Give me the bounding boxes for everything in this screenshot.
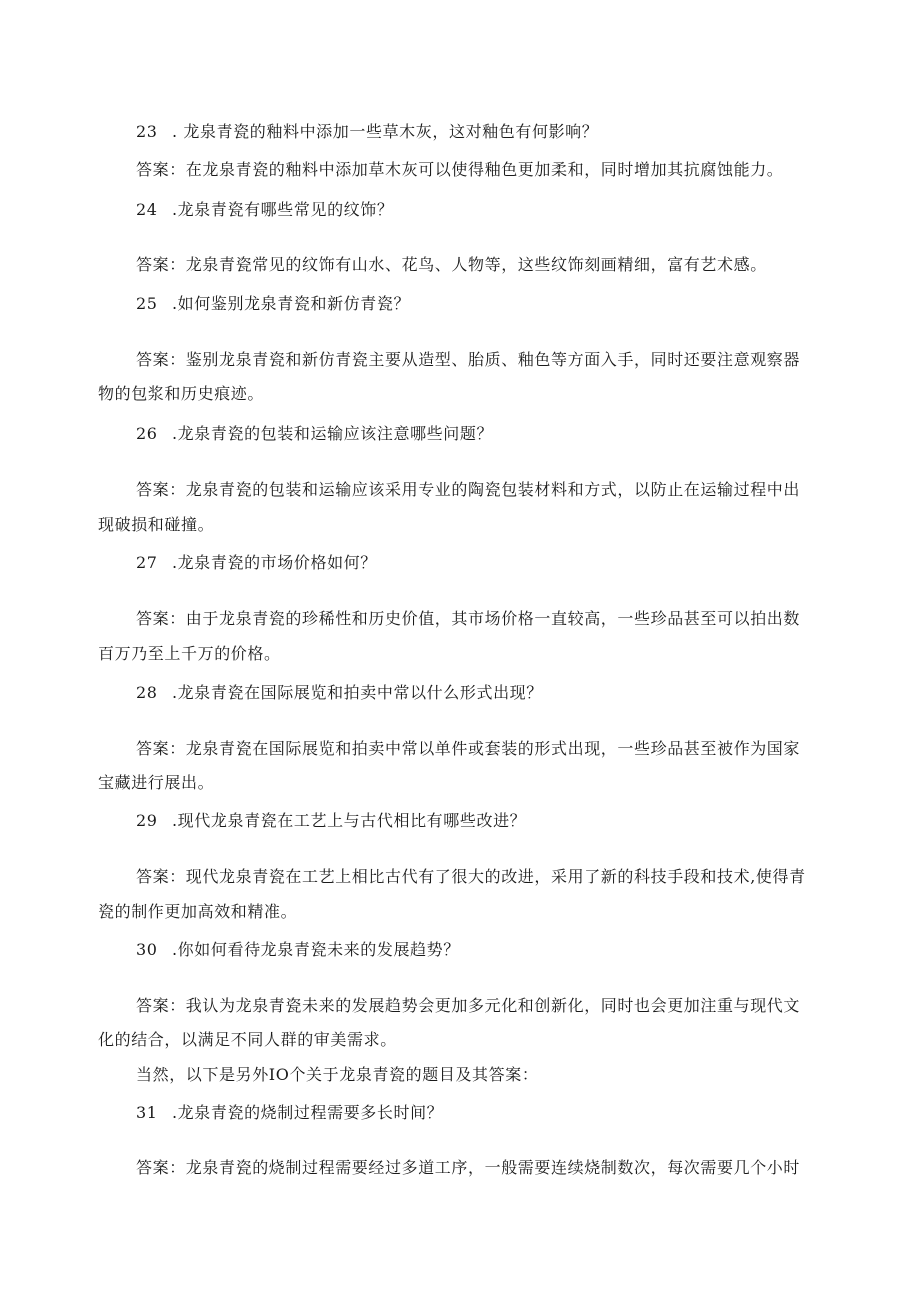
question-text: .龙泉青瓷在国际展览和拍卖中常以什么形式出现？ [172,683,543,702]
answer-26-line-1: 答案：龙泉青瓷的包装和运输应该采用专业的陶瓷包装材料和方式，以防止在运输过程中出 [136,480,801,499]
answer-27-line-2: 百万乃至上千万的价格。 [98,644,281,663]
question-31 [136,1103,836,1123]
question-number: 31 [136,1103,158,1122]
answer-25-line-1: 答案：鉴别龙泉青瓷和新仿青瓷主要从造型、胎质、釉色等方面入手，同时还要注意观察器 [136,350,801,369]
question-number: 29 [136,811,158,830]
answer-29-line-1: 答案：现代龙泉青瓷在工艺上相比古代有了很大的改进，采用了新的科技手段和技术,使得青 [136,867,806,886]
question-text: .如何鉴别龙泉青瓷和新仿青瓷？ [172,294,411,313]
question-25 [136,294,836,314]
question-text: . 龙泉青瓷的釉料中添加一些草木灰，这对釉色有何影响？ [172,122,599,141]
transition-paragraph: 当然，以下是另外IO个关于龙泉青瓷的题目及其答案： [136,1065,539,1084]
answer-23-line-1: 答案：在龙泉青瓷的釉料中添加草木灰可以使得釉色更加柔和，同时增加其抗腐蚀能力。 [136,160,784,179]
question-number: 28 [136,683,158,702]
question-text: .现代龙泉青瓷在工艺上与古代相比有哪些改进？ [172,811,527,830]
answer-30-line-2: 化的结合，以满足不同人群的审美需求。 [98,1030,397,1049]
question-number: 24 [136,200,158,219]
question-24 [136,200,836,220]
question-text: .龙泉青瓷的包装和运输应该注意哪些问题？ [172,424,494,443]
question-30 [136,940,836,960]
question-28 [136,683,836,703]
question-text: .龙泉青瓷的烧制过程需要多长时间？ [172,1103,444,1122]
answer-28-line-1: 答案：龙泉青瓷在国际展览和拍卖中常以单件或套装的形式出现，一些珍品甚至被作为国家 [136,739,801,758]
question-number: 23 [136,122,158,141]
answer-29-line-2: 瓷的制作更加高效和精准。 [98,902,298,921]
question-number: 26 [136,424,158,443]
answer-24-line-1: 答案：龙泉青瓷常见的纹饰有山水、花鸟、人物等，这些纹饰刻画精细，富有艺术感。 [136,255,767,274]
question-text: .你如何看待龙泉青瓷未来的发展趋势？ [172,940,460,959]
answer-25-line-2: 物的包浆和历史痕迹。 [98,384,265,403]
question-text: .龙泉青瓷有哪些常见的纹饰？ [172,200,394,219]
answer-26-line-2: 现破损和碰撞。 [98,515,215,534]
answer-30-line-1: 答案：我认为龙泉青瓷未来的发展趋势会更加多元化和创新化，同时也会更加注重与现代文 [136,996,801,1015]
question-number: 27 [136,553,158,572]
question-text: .龙泉青瓷的市场价格如何？ [172,553,377,572]
answer-28-line-2: 宝藏进行展出。 [98,773,215,792]
question-27 [136,553,836,573]
question-29 [136,811,836,831]
answer-31-line-1: 答案：龙泉青瓷的烧制过程需要经过多道工序，一般需要连续烧制数次，每次需要几个小时 [136,1158,801,1177]
question-23 [136,122,836,142]
question-number: 30 [136,940,158,959]
question-26 [136,424,836,444]
answer-27-line-1: 答案：由于龙泉青瓷的珍稀性和历史价值，其市场价格一直较高，一些珍品甚至可以拍出数 [136,609,801,628]
question-number: 25 [136,294,158,313]
